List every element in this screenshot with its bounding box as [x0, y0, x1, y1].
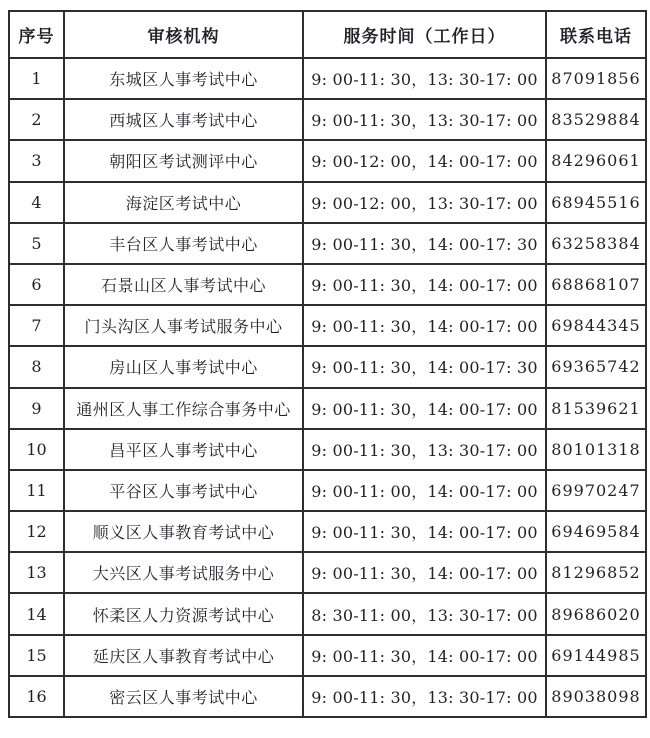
cell-row-number: 5 [9, 223, 64, 264]
cell-organization: 丰台区人事考试中心 [64, 223, 303, 264]
cell-service-time: 9: 00-11: 30，14: 00-17: 00 [303, 388, 546, 429]
cell-row-number: 15 [9, 635, 64, 676]
cell-organization: 西城区人事考试中心 [64, 99, 303, 140]
table-body [9, 58, 646, 717]
cell-service-time: 9: 00-11: 30，13: 30-17: 00 [303, 429, 546, 470]
cell-row-number: 4 [9, 182, 64, 223]
table-header-row [9, 11, 646, 58]
cell-phone-number: 83529884 [546, 99, 646, 140]
table-row [9, 346, 646, 387]
cell-row-number: 11 [9, 470, 64, 511]
table-row [9, 388, 646, 429]
table-row [9, 305, 646, 346]
cell-row-number: 9 [9, 388, 64, 429]
cell-organization: 延庆区人事教育考试中心 [64, 635, 303, 676]
cell-organization: 东城区人事考试中心 [64, 58, 303, 99]
cell-phone-number: 80101318 [546, 429, 646, 470]
cell-phone-number: 84296061 [546, 140, 646, 181]
table-row [9, 593, 646, 634]
cell-service-time: 8: 30-11: 00，13: 30-17: 00 [303, 593, 546, 634]
cell-row-number: 14 [9, 593, 64, 634]
header-cell-org: 审核机构 [64, 11, 303, 58]
cell-organization: 昌平区人事考试中心 [64, 429, 303, 470]
cell-organization: 密云区人事考试中心 [64, 676, 303, 717]
cell-phone-number: 81539621 [546, 388, 646, 429]
cell-service-time: 9: 00-11: 30，14: 00-17: 00 [303, 635, 546, 676]
cell-organization: 海淀区考试中心 [64, 182, 303, 223]
table-row [9, 182, 646, 223]
cell-phone-number: 63258384 [546, 223, 646, 264]
cell-row-number: 2 [9, 99, 64, 140]
cell-service-time: 9: 00-11: 30，14: 00-17: 00 [303, 552, 546, 593]
cell-phone-number: 87091856 [546, 58, 646, 99]
cell-row-number: 12 [9, 511, 64, 552]
table-row [9, 635, 646, 676]
cell-service-time: 9: 00-11: 30，14: 00-17: 00 [303, 511, 546, 552]
cell-organization: 平谷区人事考试中心 [64, 470, 303, 511]
cell-phone-number: 69469584 [546, 511, 646, 552]
cell-organization: 怀柔区人力资源考试中心 [64, 593, 303, 634]
cell-service-time: 9: 00-12: 00，14: 00-17: 00 [303, 140, 546, 181]
cell-service-time: 9: 00-11: 30，13: 30-17: 00 [303, 58, 546, 99]
cell-phone-number: 68945516 [546, 182, 646, 223]
table-row [9, 58, 646, 99]
cell-phone-number: 89686020 [546, 593, 646, 634]
cell-service-time: 9: 00-11: 00，14: 00-17: 00 [303, 470, 546, 511]
cell-phone-number: 68868107 [546, 264, 646, 305]
review-agencies-table [8, 10, 647, 718]
cell-service-time: 9: 00-11: 30，14: 00-17: 30 [303, 346, 546, 387]
cell-organization: 顺义区人事教育考试中心 [64, 511, 303, 552]
table-row [9, 99, 646, 140]
cell-row-number: 6 [9, 264, 64, 305]
table-row [9, 470, 646, 511]
cell-phone-number: 69844345 [546, 305, 646, 346]
header-cell-no: 序号 [9, 11, 64, 58]
cell-organization: 石景山区人事考试中心 [64, 264, 303, 305]
cell-organization: 房山区人事考试中心 [64, 346, 303, 387]
cell-row-number: 1 [9, 58, 64, 99]
cell-service-time: 9: 00-11: 30，14: 00-17: 00 [303, 305, 546, 346]
cell-phone-number: 69365742 [546, 346, 646, 387]
cell-row-number: 10 [9, 429, 64, 470]
table-row [9, 223, 646, 264]
cell-row-number: 16 [9, 676, 64, 717]
cell-organization: 门头沟区人事考试服务中心 [64, 305, 303, 346]
cell-phone-number: 69144985 [546, 635, 646, 676]
table-row [9, 429, 646, 470]
cell-organization: 通州区人事工作综合事务中心 [64, 388, 303, 429]
cell-row-number: 13 [9, 552, 64, 593]
cell-service-time: 9: 00-11: 30，13: 30-17: 00 [303, 676, 546, 717]
cell-organization: 朝阳区考试测评中心 [64, 140, 303, 181]
cell-service-time: 9: 00-11: 30，14: 00-17: 30 [303, 223, 546, 264]
table-row [9, 140, 646, 181]
cell-organization: 大兴区人事考试服务中心 [64, 552, 303, 593]
cell-service-time: 9: 00-11: 30，14: 00-17: 00 [303, 264, 546, 305]
cell-phone-number: 89038098 [546, 676, 646, 717]
cell-service-time: 9: 00-12: 00，13: 30-17: 00 [303, 182, 546, 223]
header-cell-phone: 联系电话 [546, 11, 646, 58]
cell-row-number: 3 [9, 140, 64, 181]
cell-phone-number: 81296852 [546, 552, 646, 593]
cell-service-time: 9: 00-11: 30，13: 30-17: 00 [303, 99, 546, 140]
cell-phone-number: 69970247 [546, 470, 646, 511]
cell-row-number: 8 [9, 346, 64, 387]
header-cell-time: 服务时间（工作日） [303, 11, 546, 58]
table-row [9, 511, 646, 552]
table-row [9, 552, 646, 593]
table-row [9, 676, 646, 717]
table-row [9, 264, 646, 305]
cell-row-number: 7 [9, 305, 64, 346]
